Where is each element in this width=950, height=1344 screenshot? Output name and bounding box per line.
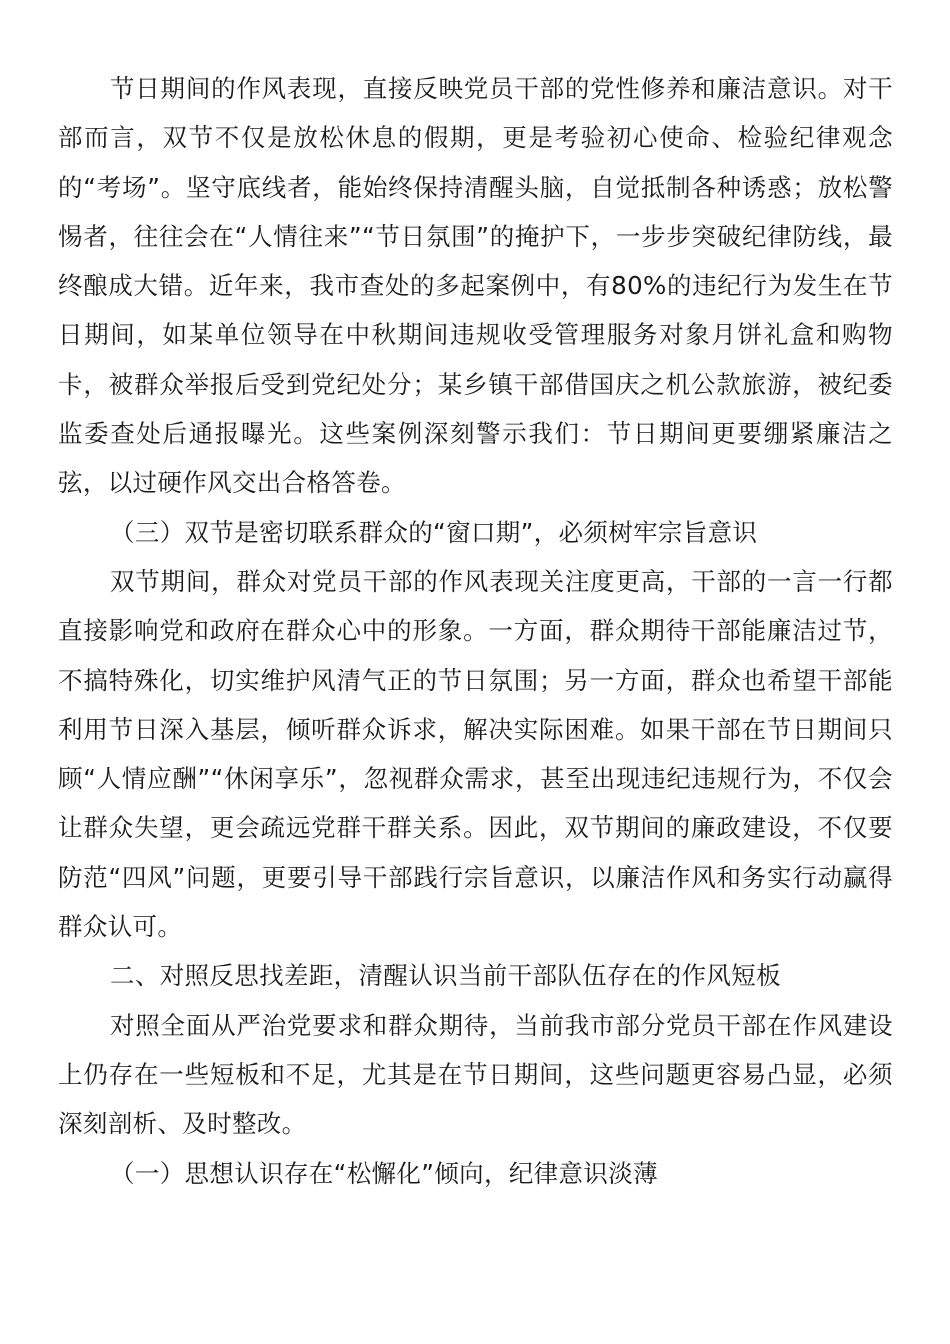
heading-subsection-one: （一）思想认识存在“松懈化”倾向，纪律意识淡薄	[110, 1158, 658, 1188]
document-body	[58, 64, 893, 1198]
paragraph-mass-attention: 双节期间，群众对党员干部的作风表现关注度更高，干部的一言一行都直接影响党和政府在群众心中的形象。一方面，群众期待干部能廉洁过节，不搞特殊化，切实维护风清气正的节日氛围；另一方面，群众也希望干部能利用节日深入基层，倾听群众诉求，解决实际困难。如果干部在节日期间只顾“人情应酬”“休闲享乐”，忽视群众需求，甚至出现违纪违规行为，不仅会让群众失望，更会疏远党群干群关系。因此，双节期间的廉政建设，不仅要防范“四风”问题，更要引导干部践行宗旨意识，以廉洁作风和务实行动赢得群众认可。	[58, 566, 893, 942]
paragraph-shortcomings: 对照全面从严治党要求和群众期待，当前我市部分党员干部在作风建设上仍存在一些短板和不足，尤其是在节日期间，这些问题更容易凸显，必须深刻剖析、及时整改。	[58, 1010, 893, 1139]
heading-section-two: 二、对照反思找差距，清醒认识当前干部队伍存在的作风短板	[110, 961, 781, 991]
heading-window-period: （三）双节是密切联系群众的“窗口期”，必须树牢宗旨意识	[110, 517, 758, 547]
paragraph-holiday-conduct: 节日期间的作风表现，直接反映党员干部的党性修养和廉洁意识。对干部而言，双节不仅是放松休息的假期，更是考验初心使命、检验纪律观念的“考场”。坚守底线者，能始终保持清醒头脑，自觉抵制各种诱惑；放松警惕者，往往会在“人情往来”“节日氛围”的掩护下，一步步突破纪律防线，最终酿成大错。近年来，我市查处的多起案例中，有80%的违纪行为发生在节日期间，如某单位领导在中秋期间违规收受管理服务对象月饼礼盒和购物卡，被群众举报后受到党纪处分；某乡镇干部借国庆之机公款旅游，被纪委监委查处后通报曝光。这些案例深刻警示我们：节日期间更要绷紧廉洁之弦，以过硬作风交出合格答卷。	[58, 74, 893, 498]
